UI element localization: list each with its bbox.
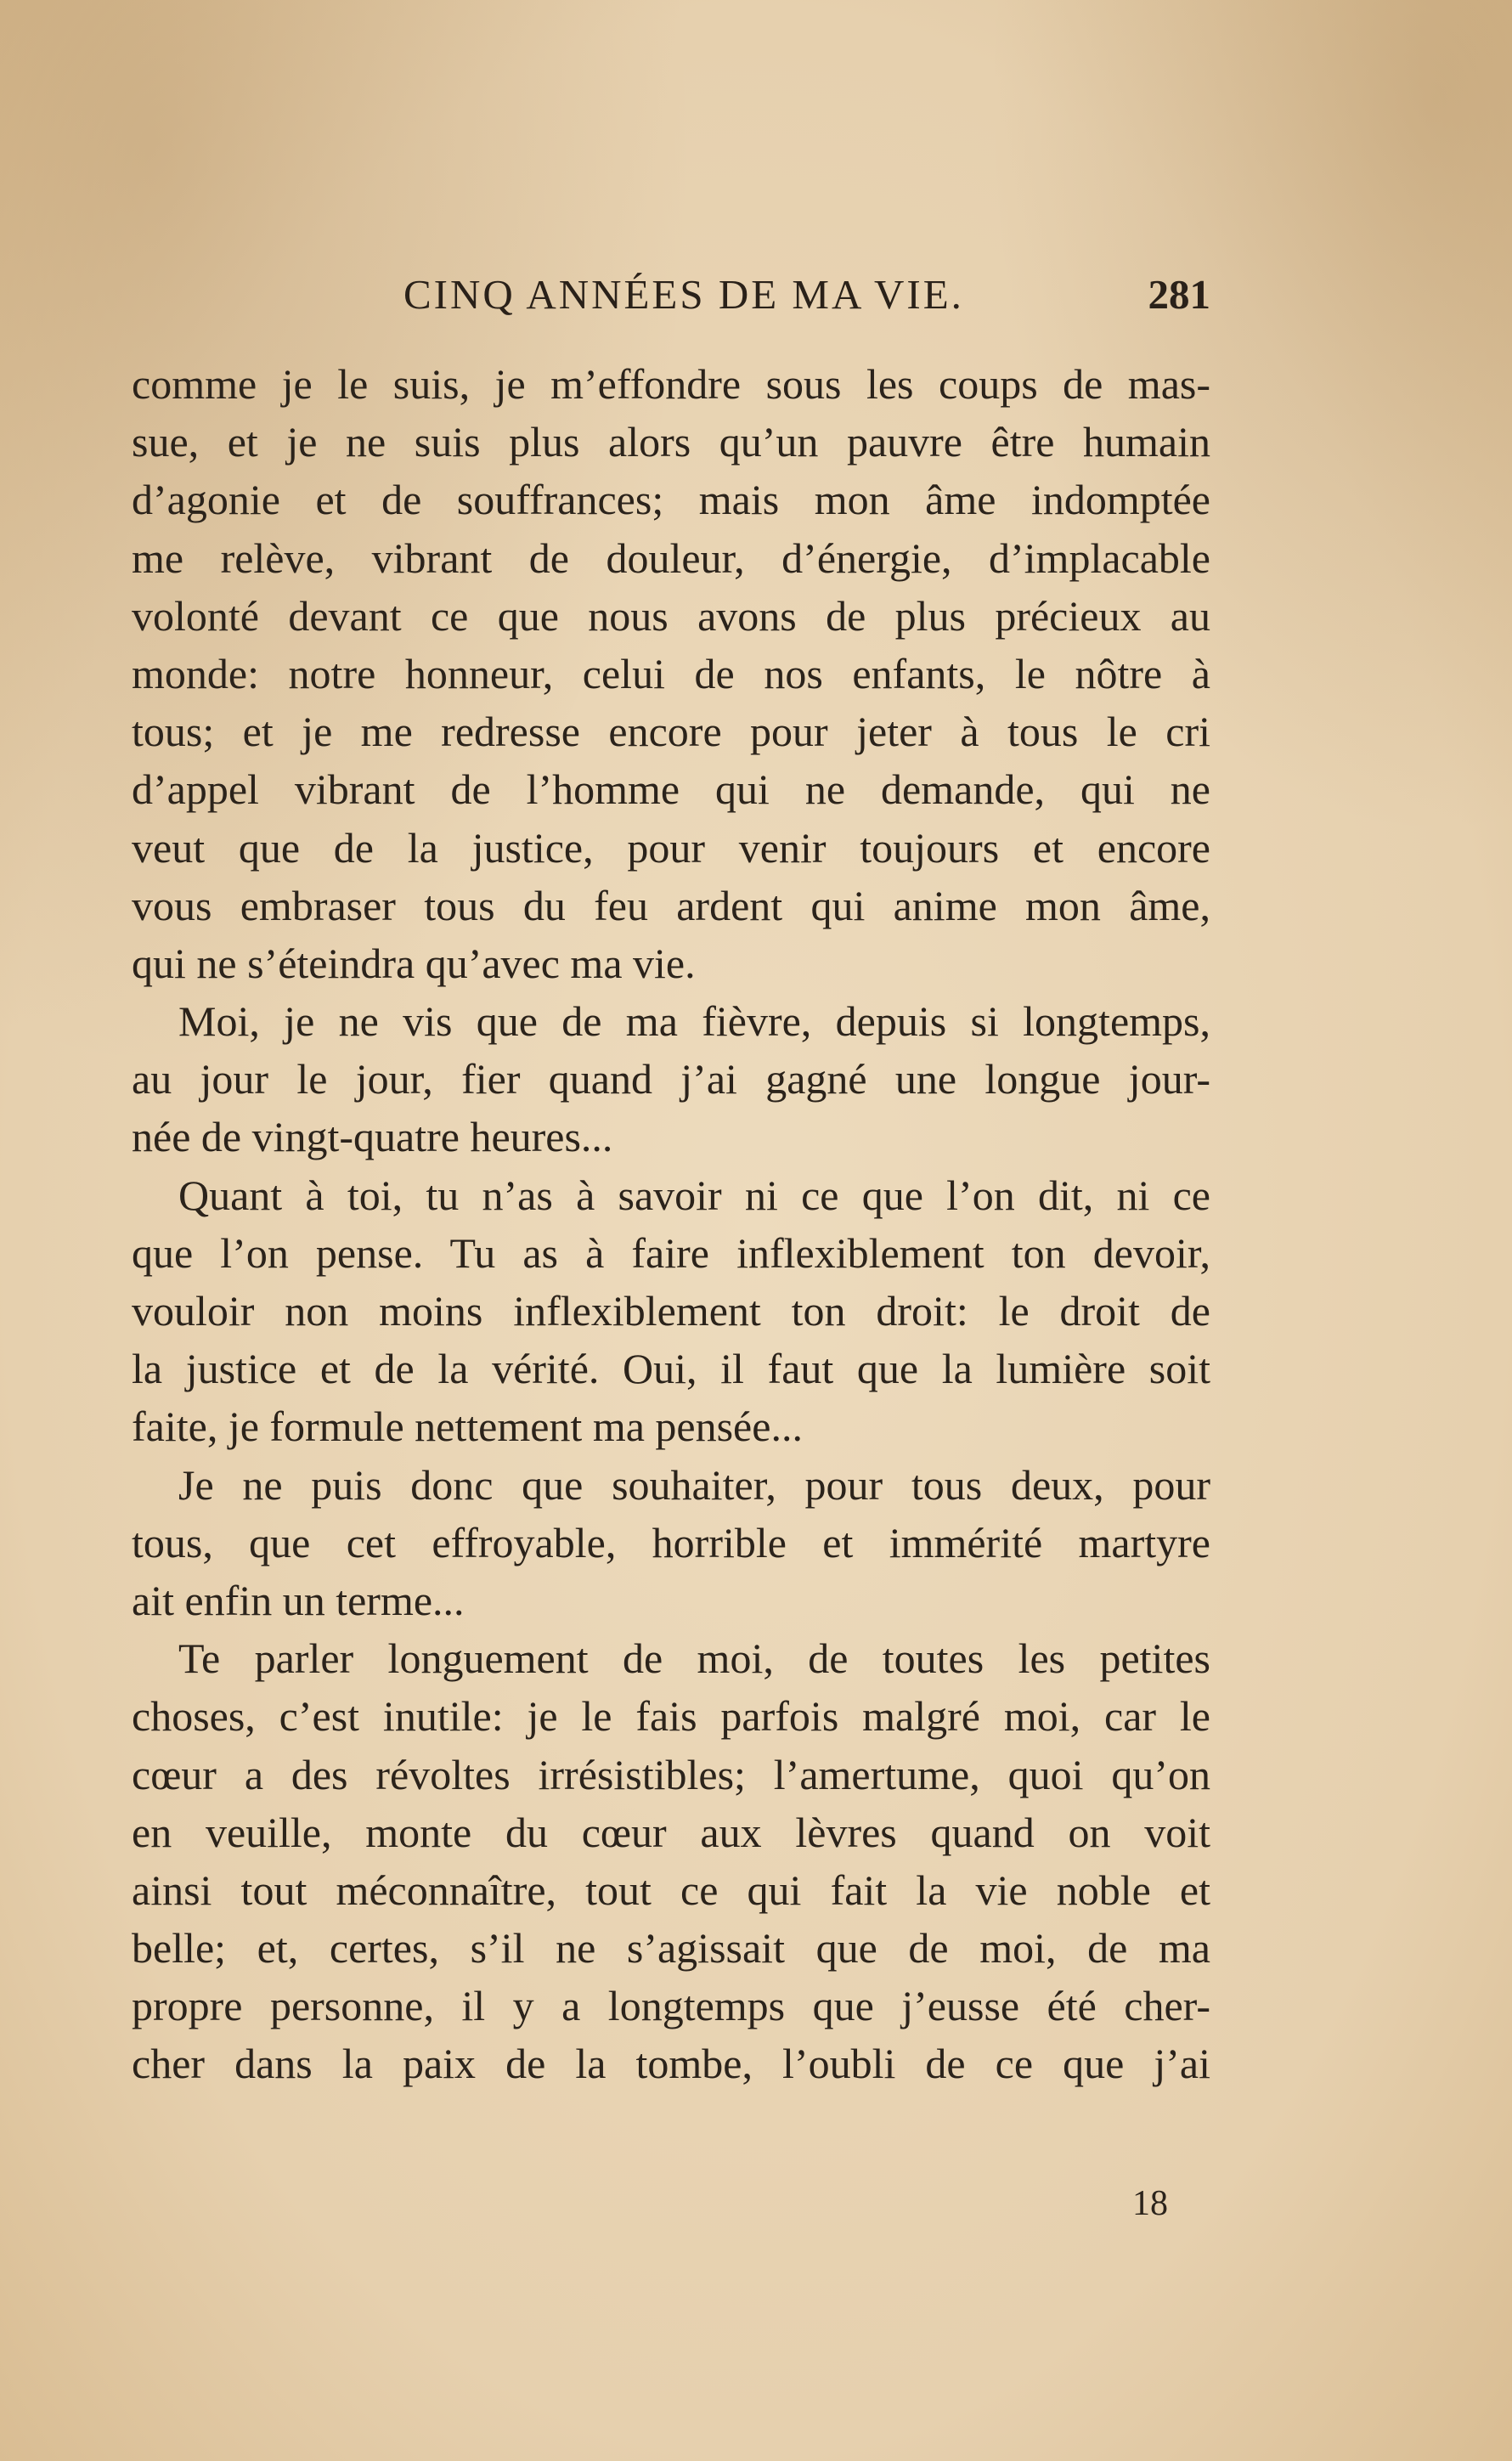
text-line: ait enfin un terme... — [132, 1576, 465, 1624]
text-line: en veuille, monte du cœur aux lèvres quand on voit — [132, 1808, 1210, 1856]
text-line: sue, et je ne suis plus alors qu’un pauvre être humain — [132, 418, 1210, 466]
text-line: d’agonie et de souffrances; mais mon âme indomptée — [132, 476, 1210, 524]
text-line: Quant à toi, tu n’as à savoir ni ce que l’on dit, ni ce — [178, 1171, 1210, 1219]
text-line: que l’on pense. Tu as à faire inflexiblement ton devoir, — [132, 1228, 1210, 1277]
page-number: 281 — [1148, 271, 1210, 318]
text-line: faite, je formule nettement ma pensée... — [132, 1403, 803, 1451]
body-text — [132, 355, 1210, 2093]
text-line: d’appel vibrant de l’homme qui ne demande, qui ne — [132, 765, 1210, 814]
running-head — [132, 270, 1210, 321]
text-line: Te parler longuement de moi, de toutes les petites — [178, 1634, 1210, 1683]
text-line: au jour le jour, fier quand j’ai gagné une longue jour- — [132, 1055, 1210, 1103]
text-line: veut que de la justice, pour venir toujours et encore — [132, 823, 1210, 872]
running-title: CINQ ANNÉES DE MA VIE. — [403, 271, 964, 318]
text-line: Moi, je ne vis que de ma fièvre, depuis si longtemps, — [178, 997, 1210, 1046]
text-line: choses, c’est inutile: je le fais parfois malgré moi, car le — [132, 1692, 1210, 1741]
text-line: monde: notre honneur, celui de nos enfants, le nôtre à — [132, 649, 1210, 697]
text-line: propre personne, il y a longtemps que j’eusse été cher- — [132, 1982, 1210, 2030]
text-line: Je ne puis donc que souhaiter, pour tous deux, pour — [178, 1460, 1210, 1509]
text-line: vouloir non moins inflexiblement ton droit: le droit de — [132, 1287, 1210, 1335]
text-line: vous embraser tous du feu ardent qui anime mon âme, — [132, 881, 1210, 929]
text-line: la justice et de la vérité. Oui, il faut que la lumière soit — [132, 1345, 1210, 1393]
signature-mark: 18 — [1132, 2184, 1168, 2223]
text-line: belle; et, certes, s’il ne s’agissait que de moi, de ma — [132, 1924, 1210, 1973]
text-line: cher dans la paix de la tombe, l’oubli de ce que j’ai — [132, 2040, 1210, 2088]
text-line: me relève, vibrant de douleur, d’énergie, d’implacable — [132, 533, 1210, 582]
text-line: qui ne s’éteindra qu’avec ma vie. — [132, 939, 696, 987]
text-line: tous, que cet effroyable, horrible et immérité martyre — [132, 1518, 1210, 1566]
text-line: née de vingt-quatre heures... — [132, 1113, 613, 1161]
text-line: comme je le suis, je m’effondre sous les coups de mas- — [132, 360, 1210, 408]
text-line: ainsi tout méconnaître, tout ce qui fait la vie noble et — [132, 1866, 1210, 1914]
text-line: tous; et je me redresse encore pour jeter à tous le cri — [132, 708, 1210, 756]
text-line: cœur a des révoltes irrésistibles; l’amertume, quoi qu’on — [132, 1750, 1210, 1798]
text-line: volonté devant ce que nous avons de plus précieux au — [132, 591, 1210, 640]
